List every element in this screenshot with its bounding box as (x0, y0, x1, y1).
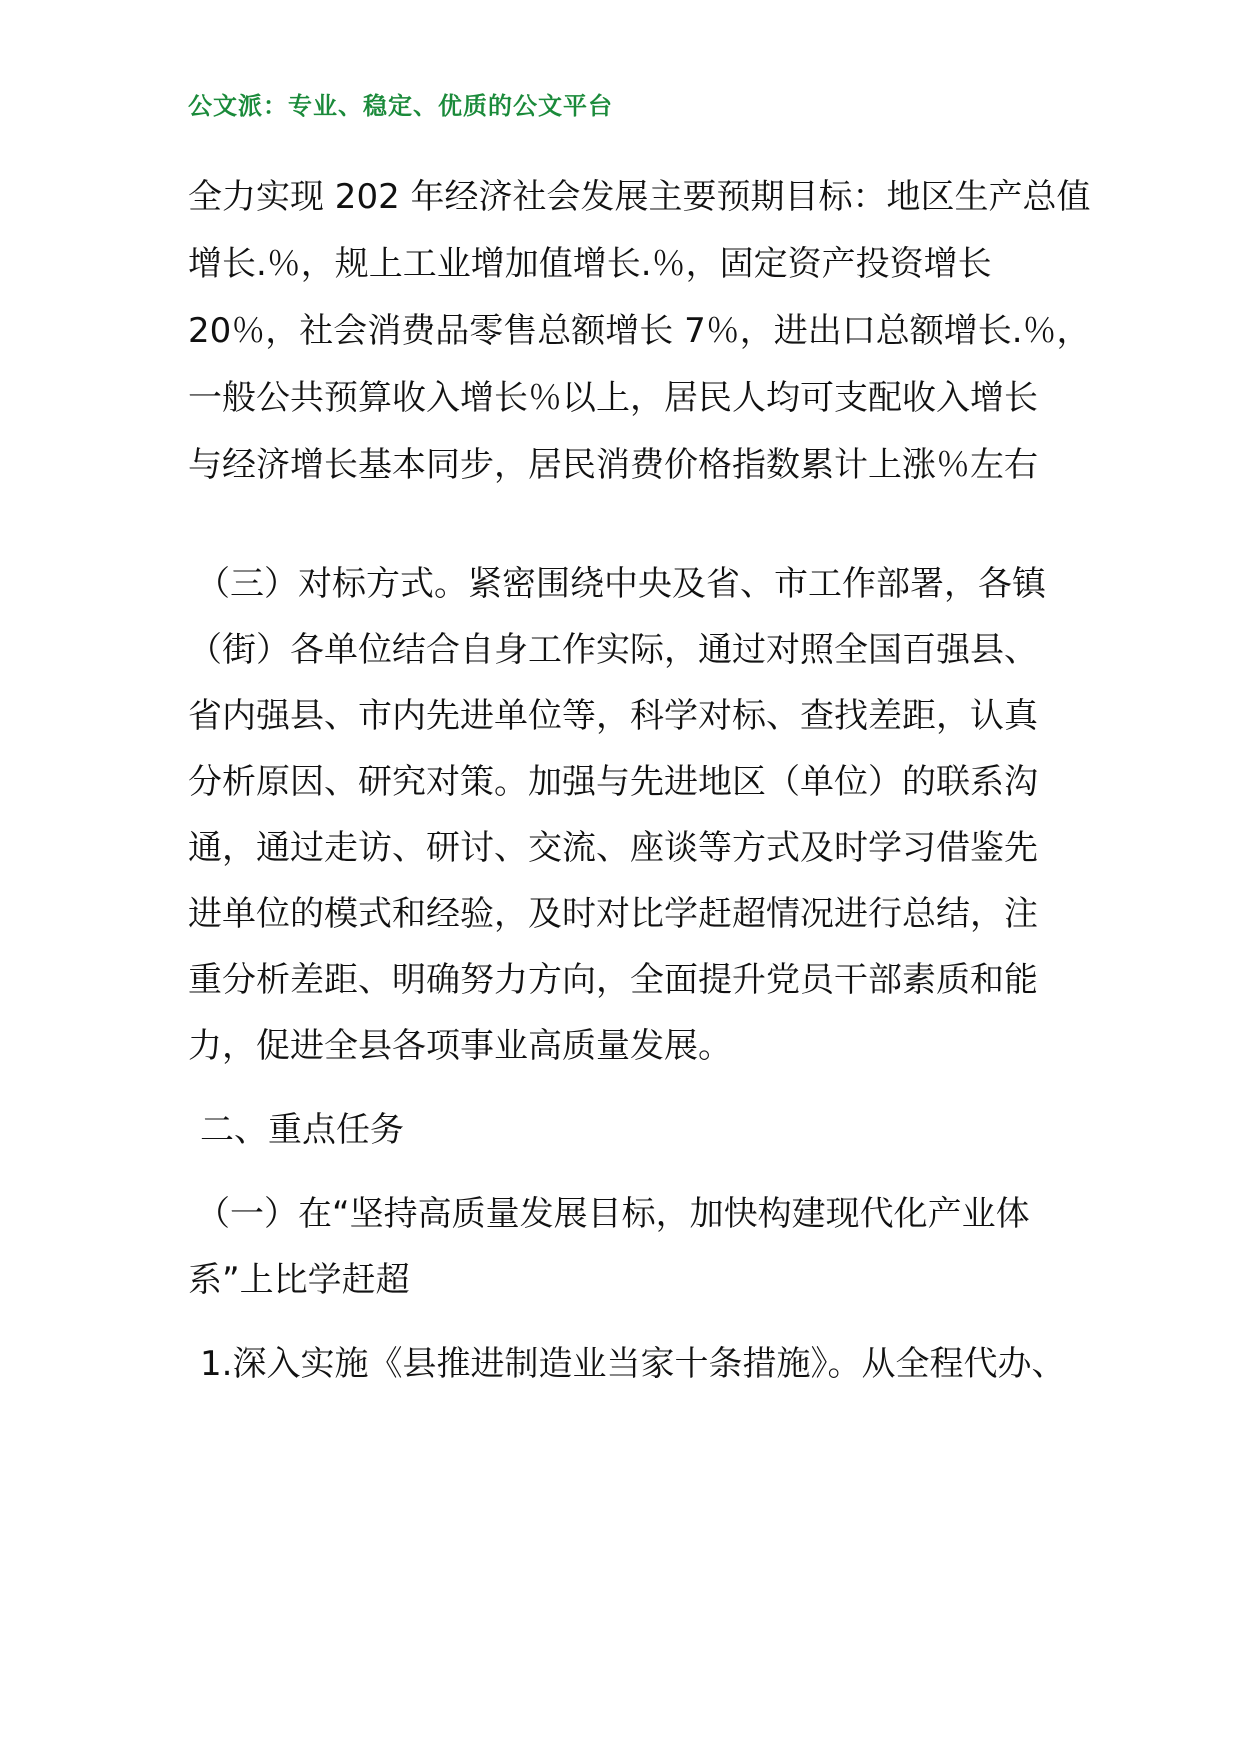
paragraph-line: 20％，社会消费品零售总额增长 7％，进出口总额增长.％， (188, 311, 1091, 351)
section-heading: 二、重点任务 (200, 1110, 404, 1150)
paragraph-line: 一般公共预算收入增长％以上，居民人均可支配收入增长 (188, 378, 1038, 418)
subsection-heading: （一）在“坚持高质量发展目标，加快构建现代化产业体 (196, 1194, 1030, 1234)
brand-header: 公文派：专业、稳定、优质的公文平台 (188, 92, 613, 120)
subsection-heading: 系”上比学赶超 (188, 1260, 410, 1300)
paragraph-line: （三）对标方式。紧密围绕中央及省、市工作部署，各镇 (196, 564, 1046, 604)
paragraph-line: 省内强县、市内先进单位等，科学对标、查找差距，认真 (188, 696, 1038, 736)
paragraph-line: 重分析差距、明确努力方向，全面提升党员干部素质和能 (188, 960, 1038, 1000)
paragraph-line: 1.深入实施《县推进制造业当家十条措施》。从全程代办、 (200, 1344, 1066, 1384)
paragraph-line: （街）各单位结合自身工作实际，通过对照全国百强县、 (188, 630, 1038, 670)
paragraph-line: 通，通过走访、研讨、交流、座谈等方式及时学习借鉴先 (188, 828, 1038, 868)
paragraph-line: 与经济增长基本同步，居民消费价格指数累计上涨％左右 (188, 445, 1038, 485)
paragraph-line: 增长.％，规上工业增加值增长.％，固定资产投资增长 (188, 244, 992, 284)
paragraph-line: 分析原因、研究对策。加强与先进地区（单位）的联系沟 (188, 762, 1038, 802)
paragraph-line: 进单位的模式和经验，及时对比学赶超情况进行总结，注 (188, 894, 1038, 934)
paragraph-line: 力，促进全县各项事业高质量发展。 (188, 1026, 732, 1066)
paragraph-line: 全力实现 202 年经济社会发展主要预期目标：地区生产总值 (188, 177, 1091, 217)
